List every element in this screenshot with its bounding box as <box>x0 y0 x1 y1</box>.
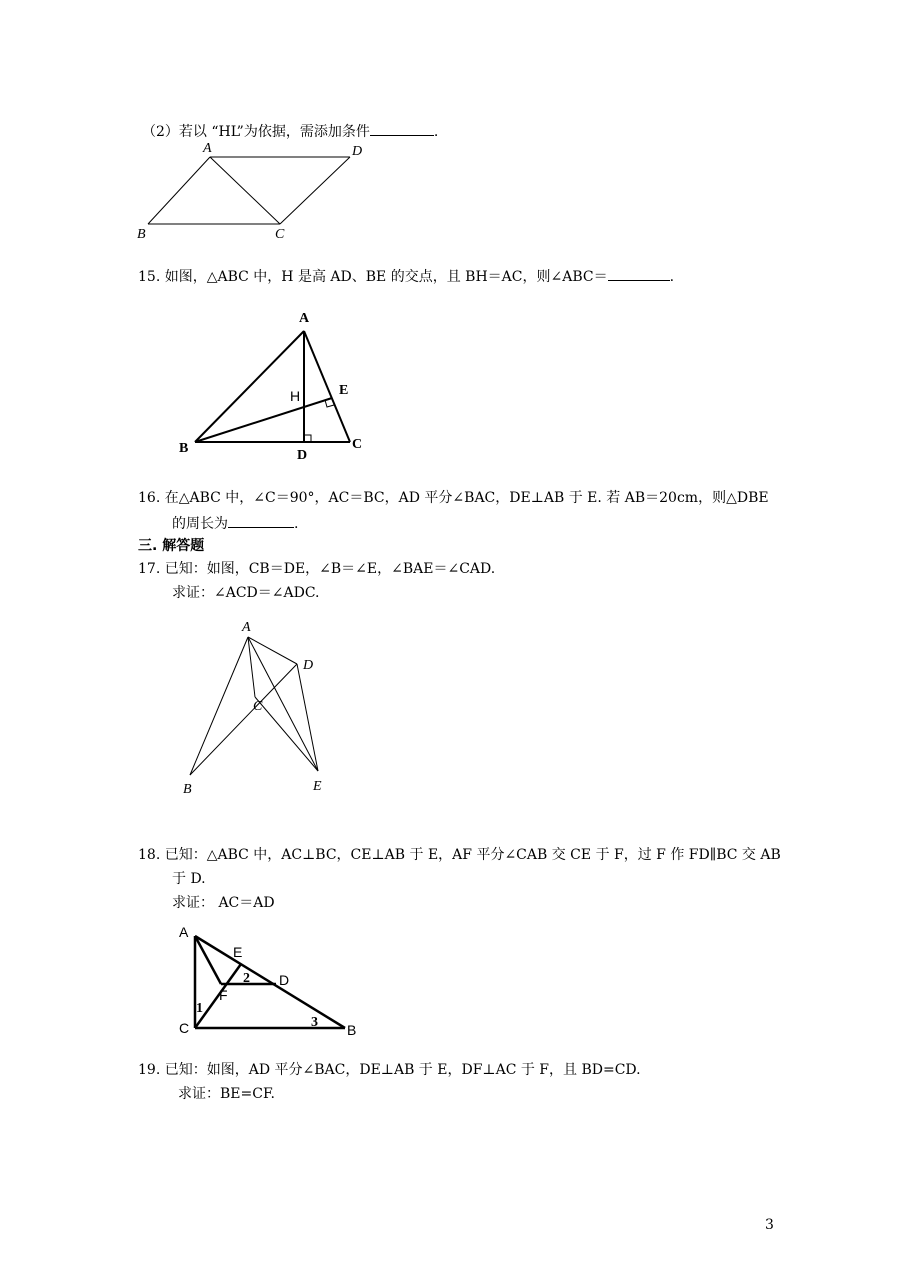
segment-ce <box>255 697 318 771</box>
q18-line1: 已知：△ABC 中，AC⊥BC，CE⊥AB 于 E，AF 平分∠CAB 交 CE 于 F，过 F 作 FD∥BC 交 AB <box>164 847 781 863</box>
label-h: H <box>290 388 301 404</box>
label-a: A <box>242 620 251 635</box>
segment-ce <box>195 964 241 1028</box>
q16 <box>138 489 769 507</box>
q17-given <box>138 560 495 578</box>
q15-number: 15. <box>138 269 161 285</box>
label-a: A <box>179 924 189 940</box>
q15-suffix: . <box>669 269 675 285</box>
figure-q18 <box>175 920 365 1040</box>
label-d: D <box>303 658 314 673</box>
q17-prove: 求证：∠ACD＝∠ADC. <box>172 585 320 601</box>
q19-prove: 求证：BE=CF. <box>178 1086 275 1102</box>
q14-part2-suffix: . <box>433 124 439 140</box>
label-b: B <box>179 441 189 456</box>
label-c: C <box>275 227 285 242</box>
label-c: C <box>352 437 363 452</box>
q14-part2-text: （2）若以 “HL”为依据，需添加条件 <box>142 124 370 140</box>
q16-line2-text: 的周长为 <box>172 516 228 532</box>
q15 <box>138 266 674 286</box>
label-3: 3 <box>311 1015 318 1030</box>
q19-given-text: 已知：如图，AD 平分∠BAC，DE⊥AB 于 E，DF⊥AC 于 F，且 BD=CD. <box>164 1062 641 1078</box>
q18-line2: 于 D. <box>172 871 206 887</box>
q18-number: 18. <box>138 847 161 863</box>
segment-ab <box>190 637 248 775</box>
q19-number: 19. <box>138 1062 161 1078</box>
segment-ab <box>148 157 210 224</box>
label-d: D <box>297 448 308 463</box>
figure-q17 <box>175 615 345 805</box>
q16-line1: 在△ABC 中，∠C＝90°，AC＝BC，AD 平分∠BAC，DE⊥AB 于 E. 若 AB＝20cm，则△DBE <box>164 490 769 506</box>
label-e: E <box>313 779 322 794</box>
label-c: C <box>179 1020 190 1036</box>
section-heading: 三. 解答题 <box>138 538 205 554</box>
label-a: A <box>203 141 212 156</box>
right-angle-d <box>304 435 311 442</box>
answer-blank[interactable] <box>370 121 434 136</box>
label-2: 2 <box>243 971 250 986</box>
label-b: B <box>137 227 146 242</box>
label-c: C <box>253 699 263 714</box>
segment-ab <box>195 936 345 1028</box>
segment-bd <box>190 664 297 775</box>
q18-prove: 求证： AC＝AD <box>172 895 275 911</box>
segment-ac <box>248 637 255 697</box>
q14-part2 <box>142 121 438 141</box>
answer-blank[interactable] <box>608 266 670 281</box>
label-e: E <box>233 944 243 960</box>
q17-number: 17. <box>138 561 161 577</box>
figure-q14 <box>130 140 370 250</box>
q17-given-text: 已知：如图，CB＝DE，∠B＝∠E，∠BAE＝∠CAD. <box>164 561 496 577</box>
q16-number: 16. <box>138 490 161 506</box>
page-number: 3 <box>765 1217 774 1233</box>
figure-q15 <box>175 305 375 465</box>
label-e: E <box>339 383 349 398</box>
segment-dc <box>280 157 350 224</box>
label-a: A <box>299 311 310 326</box>
q16-line2 <box>172 513 298 533</box>
answer-blank[interactable] <box>228 513 294 528</box>
label-d: D <box>279 972 290 988</box>
q19-given <box>138 1061 641 1079</box>
label-b: B <box>347 1022 357 1038</box>
label-1: 1 <box>196 1001 203 1016</box>
segment-ac <box>210 157 280 224</box>
q18-given <box>138 846 781 864</box>
q15-text: 如图，△ABC 中，H 是高 AD、BE 的交点，且 BH＝AC，则∠ABC＝ <box>164 269 608 285</box>
label-b: B <box>183 782 192 797</box>
label-f: F <box>219 987 228 1003</box>
label-d: D <box>352 144 363 159</box>
segment-de <box>297 664 318 771</box>
q16-suffix: . <box>294 516 299 532</box>
